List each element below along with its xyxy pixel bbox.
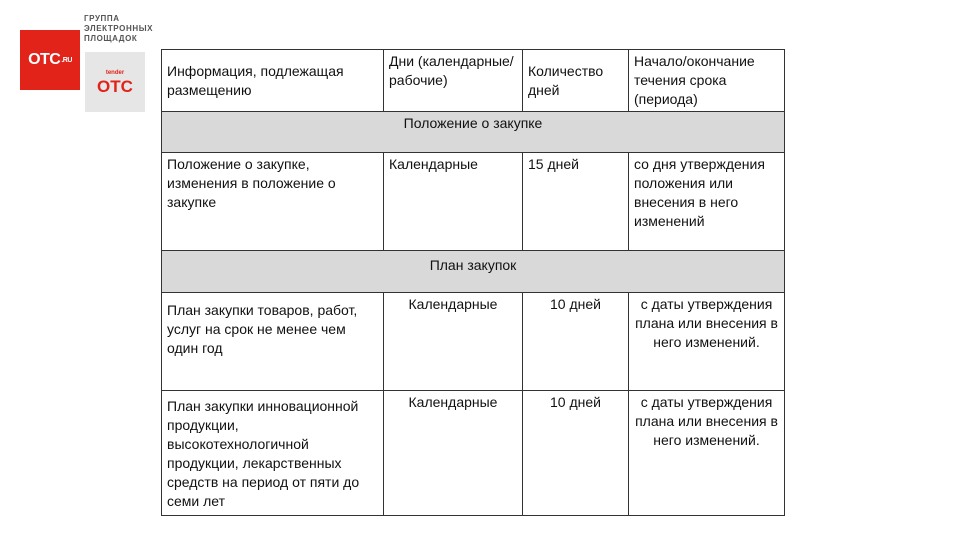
header-days-type: Дни (календарные/ рабочие)	[384, 50, 523, 112]
logo-block	[20, 14, 170, 114]
row-info: Положение о закупке, изменения в положение о закупке	[162, 153, 384, 251]
deadlines-table	[161, 49, 785, 516]
row-days-type: Календарные	[384, 153, 523, 251]
logo-tender-big: OTC	[97, 76, 133, 96]
logo-otc-ru-main: OTC	[28, 51, 61, 68]
header-period: Начало/окончание течения срока (периода)	[629, 50, 785, 112]
logo-otc-ru-suffix: .RU	[61, 56, 72, 64]
table-row	[162, 153, 785, 251]
row-period: с даты утверждения плана или внесения в него изменений.	[629, 391, 785, 516]
section-title: План закупок	[162, 251, 785, 293]
header-count: Количество дней	[523, 50, 629, 112]
row-count: 10 дней	[523, 293, 629, 391]
row-info: План закупки инновационной продукции, высокотехнологичной продукции, лекарственных средств на период от пяти до семи лет	[162, 391, 384, 516]
header-info: Информация, подлежащая размещению	[162, 50, 384, 112]
row-period: со дня утверждения положения или внесения в него изменений	[629, 153, 785, 251]
table-row	[162, 391, 785, 516]
logo-tender-otc	[85, 52, 145, 112]
section-title: Положение о закупке	[162, 112, 785, 153]
logo-otc-ru	[20, 30, 80, 90]
table-row	[162, 293, 785, 391]
row-days-type: Календарные	[384, 293, 523, 391]
row-period: с даты утверждения плана или внесения в него изменений.	[629, 293, 785, 391]
row-count: 10 дней	[523, 391, 629, 516]
logo-group-text: ГРУППА ЭЛЕКТРОННЫХ ПЛОЩАДОК	[84, 14, 154, 43]
row-days-type: Календарные	[384, 391, 523, 516]
row-count: 15 дней	[523, 153, 629, 251]
logo-tender-small: tender	[105, 69, 125, 76]
section-row	[162, 112, 785, 153]
section-row	[162, 251, 785, 293]
row-info: План закупки товаров, работ, услуг на срок не менее чем один год	[162, 293, 384, 391]
table-header-row	[162, 50, 785, 112]
